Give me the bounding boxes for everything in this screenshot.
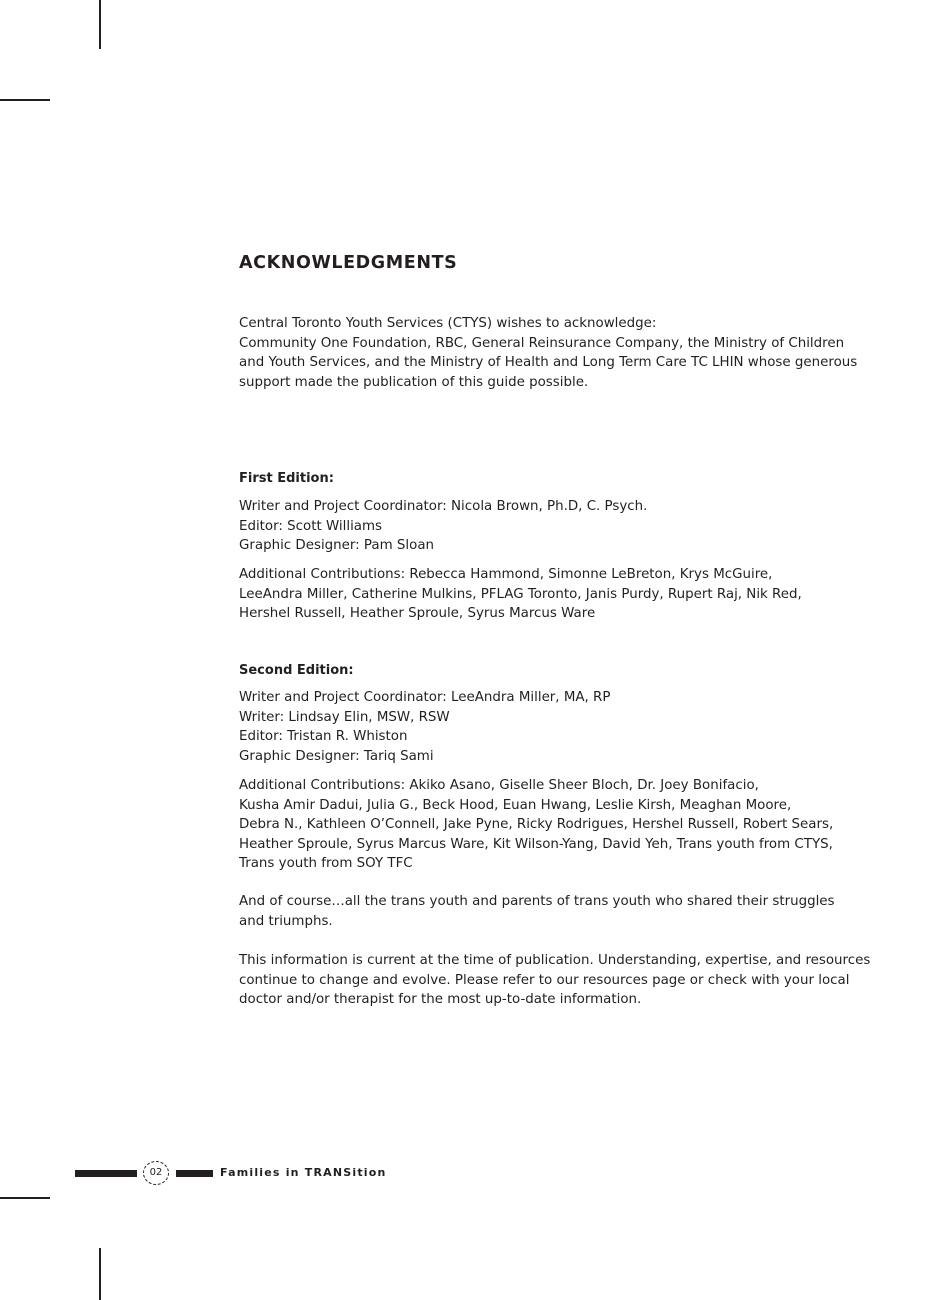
contribution-line: Debra N., Kathleen O’Connell, Jake Pyne, Ricky Rodrigues, Hershel Russell, Robert Sears, bbox=[239, 817, 834, 833]
credit-line: Writer and Project Coordinator: Nicola Brown, Ph.D, C. Psych. bbox=[239, 499, 648, 514]
contribution-line: Trans youth from SOY TFC bbox=[239, 856, 413, 872]
crop-mark-bottom-horizontal bbox=[0, 1197, 50, 1199]
contribution-line: Kusha Amir Dadui, Julia G., Beck Hood, Euan Hwang, Leslie Kirsh, Meaghan Moore, bbox=[239, 797, 792, 813]
closing-line: and triumphs. bbox=[239, 913, 333, 929]
second-edition-credits bbox=[239, 688, 809, 766]
credit-line: Editor: Scott Williams bbox=[239, 518, 383, 534]
page-number-badge: 02 bbox=[143, 1161, 169, 1185]
intro-line: support made the publication of this guide possible. bbox=[239, 374, 589, 390]
credit-line: Editor: Tristan R. Whiston bbox=[239, 729, 408, 745]
credit-line: Graphic Designer: Tariq Sami bbox=[239, 748, 434, 764]
crop-mark-top-vertical bbox=[99, 0, 101, 49]
crop-mark-top-horizontal bbox=[0, 99, 50, 101]
first-edition-heading: First Edition: bbox=[239, 471, 334, 486]
contribution-line: Hershel Russell, Heather Sproule, Syrus Marcus Ware bbox=[239, 606, 596, 622]
second-edition-contributions bbox=[239, 776, 834, 874]
second-edition-heading: Second Edition: bbox=[239, 663, 354, 678]
footer-bar-left bbox=[75, 1170, 137, 1177]
closing-line: And of course…all the trans youth and parents of trans youth who shared their struggles bbox=[239, 894, 835, 909]
contribution-line: Additional Contributions: Akiko Asano, Giselle Sheer Bloch, Dr. Joey Bonifacio, bbox=[239, 778, 759, 793]
contribution-line: Heather Sproule, Syrus Marcus Ware, Kit Wilson-Yang, David Yeh, Trans youth from CTYS, bbox=[239, 836, 833, 852]
crop-mark-bottom-vertical bbox=[99, 1248, 101, 1300]
disclaimer-paragraph bbox=[239, 951, 871, 1010]
disclaimer-line: doctor and/or therapist for the most up-to-date information. bbox=[239, 992, 642, 1008]
disclaimer-line: continue to change and evolve. Please refer to our resources page or check with your local bbox=[239, 972, 850, 988]
contribution-line: LeeAndra Miller, Catherine Mulkins, PFLAG Toronto, Janis Purdy, Rupert Raj, Nik Red, bbox=[239, 586, 802, 602]
intro-line: and Youth Services, and the Ministry of Health and Long Term Care TC LHIN whose generous bbox=[239, 355, 858, 371]
disclaimer-line: This information is current at the time of publication. Understanding, expertise, and resources bbox=[239, 953, 871, 968]
closing-paragraph bbox=[239, 892, 835, 931]
credit-line: Graphic Designer: Pam Sloan bbox=[239, 538, 435, 554]
footer-publication-title: Families in TRANSition bbox=[220, 1166, 387, 1179]
first-edition-contributions bbox=[239, 565, 809, 624]
contribution-line: Additional Contributions: Rebecca Hammond, Simonne LeBreton, Krys McGuire, bbox=[239, 567, 773, 582]
page-title: ACKNOWLEDGMENTS bbox=[239, 253, 458, 273]
credit-line: Writer: Lindsay Elin, MSW, RSW bbox=[239, 709, 450, 725]
footer-bar-right bbox=[176, 1170, 213, 1177]
intro-line: Community One Foundation, RBC, General Reinsurance Company, the Ministry of Children bbox=[239, 335, 845, 351]
intro-paragraph bbox=[239, 314, 858, 392]
credit-line: Writer and Project Coordinator: LeeAndra Miller, MA, RP bbox=[239, 690, 611, 705]
intro-line: Central Toronto Youth Services (CTYS) wishes to acknowledge: bbox=[239, 316, 657, 331]
first-edition-credits bbox=[239, 497, 809, 556]
